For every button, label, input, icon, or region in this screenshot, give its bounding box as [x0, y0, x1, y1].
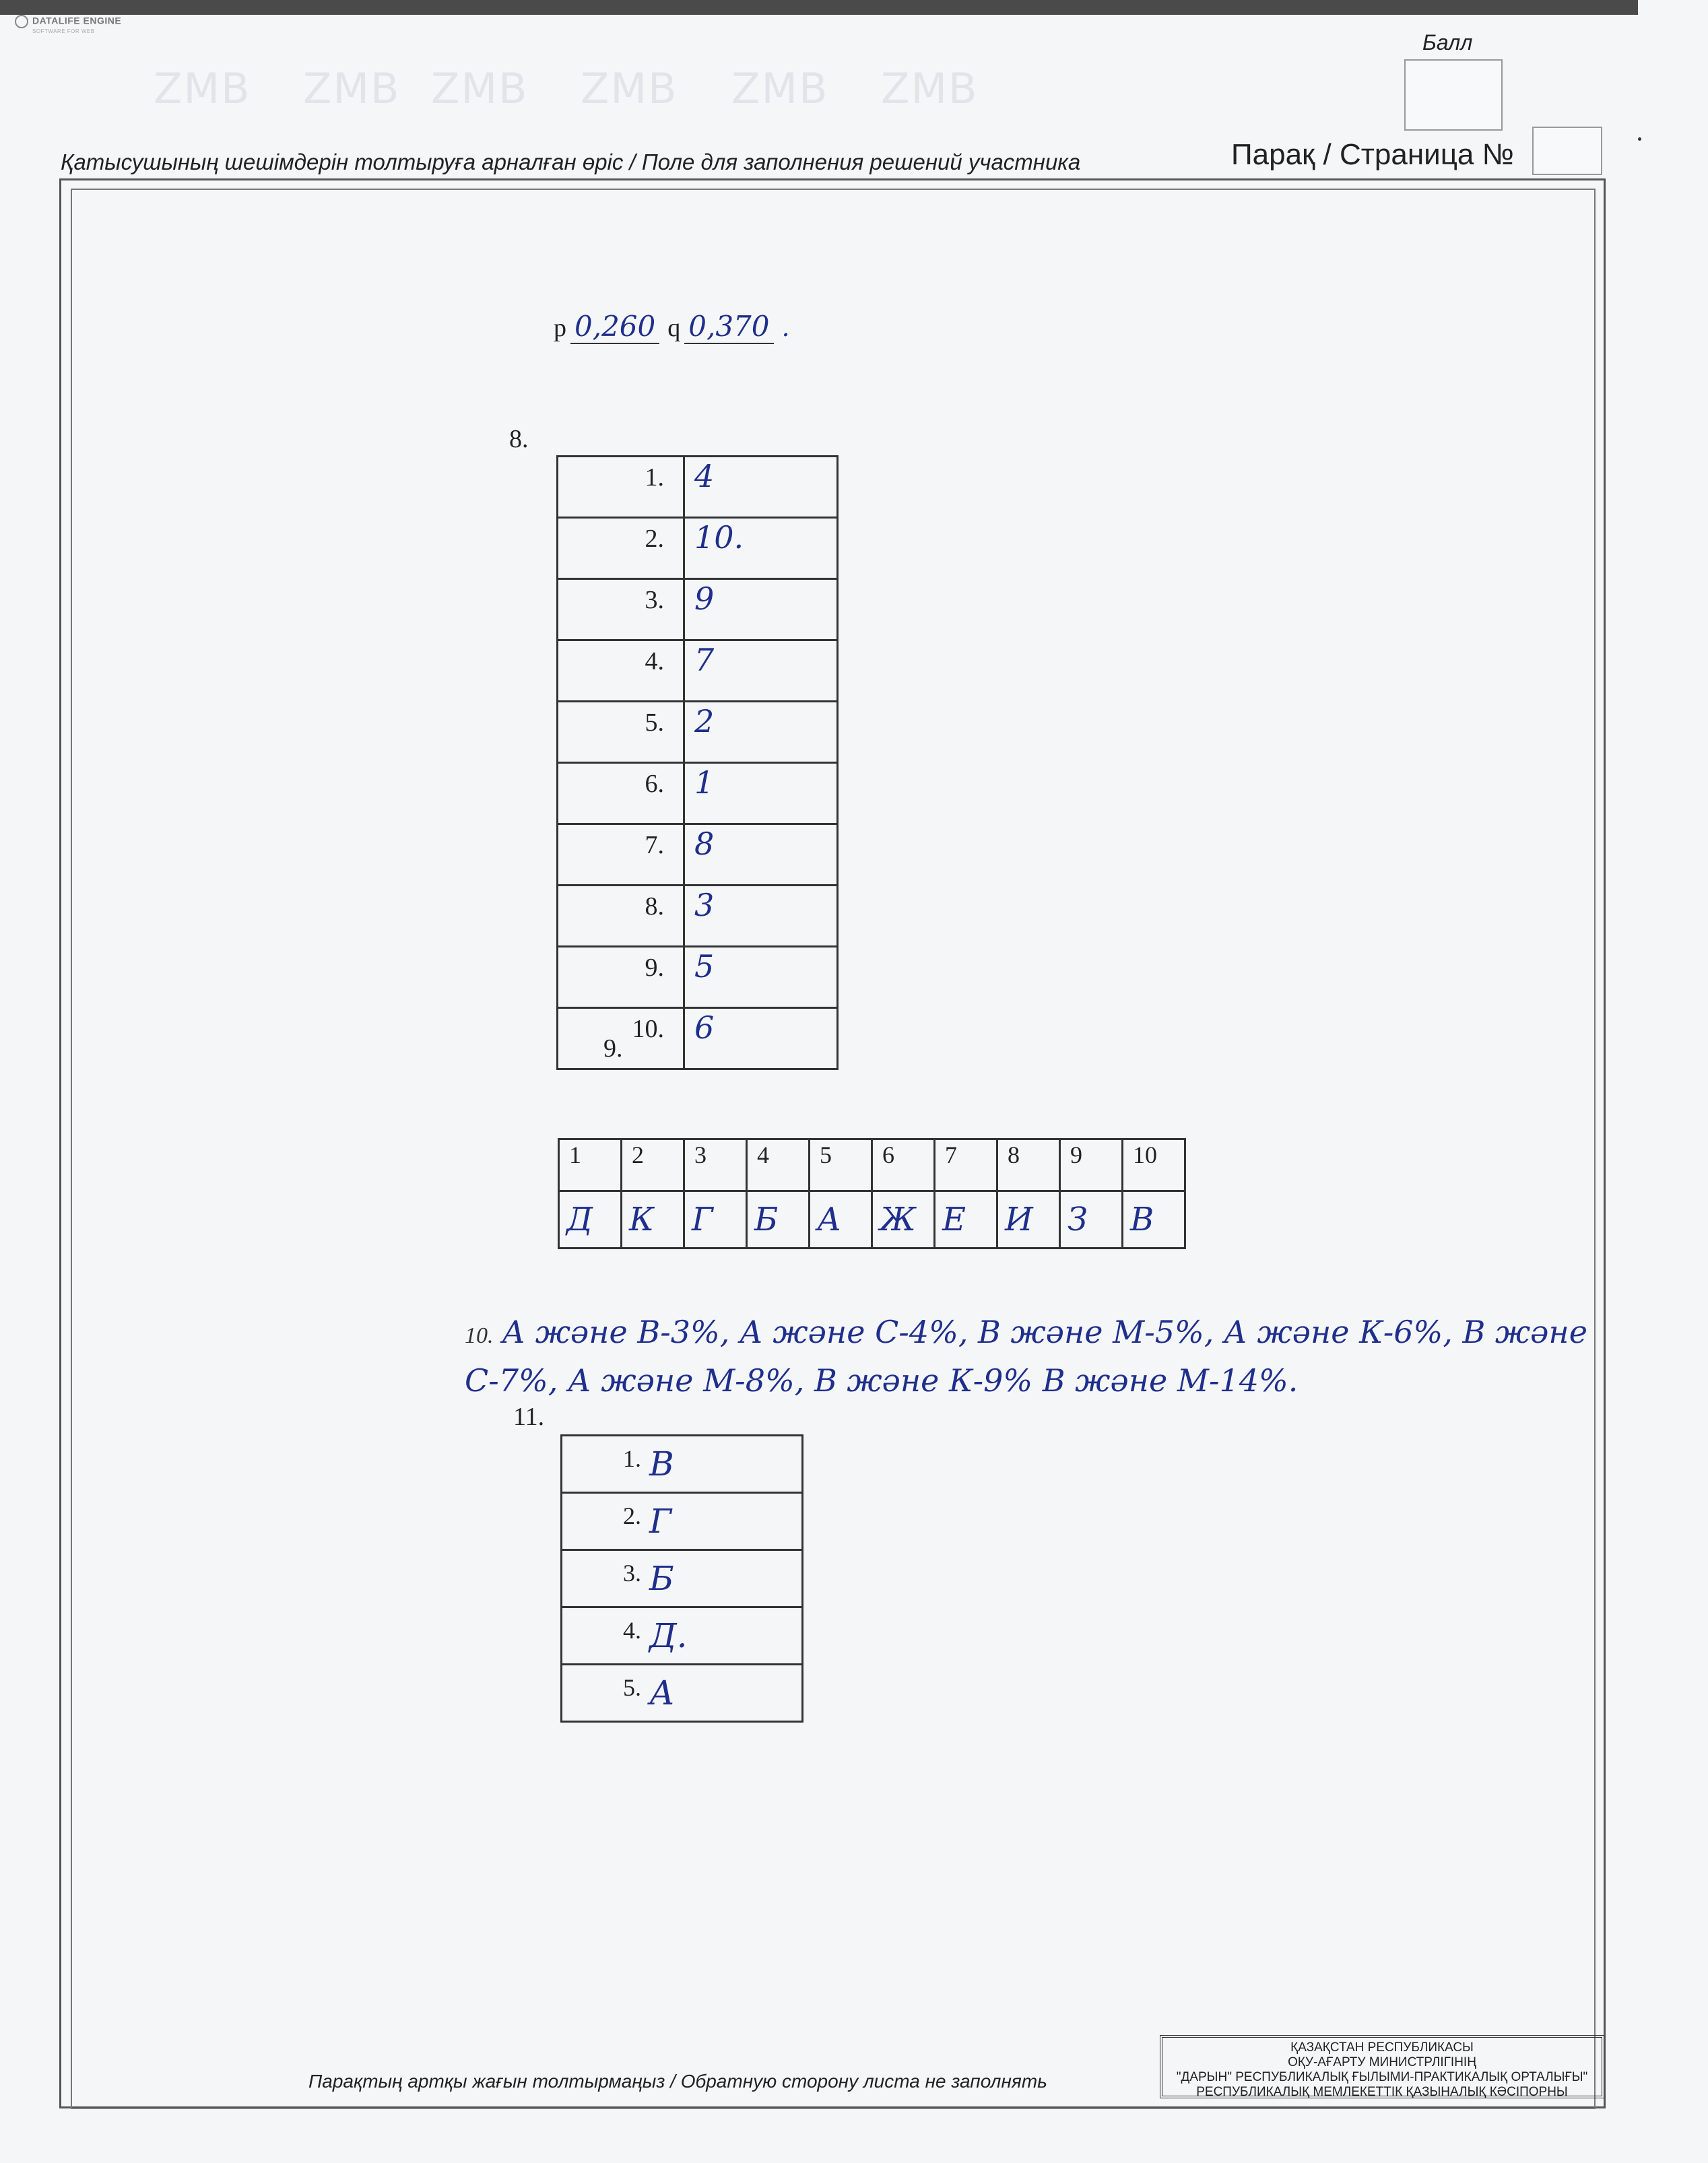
table-row: 10. 6: [558, 1008, 838, 1069]
q-value: 0,370: [684, 310, 773, 344]
organization-stamp: ҚАЗАҚСТАН РЕСПУБЛИКАСЫ ОҚУ-АҒАРТУ МИНИСТРЛІГІНІҢ "ДАРЫН" РЕСПУБЛИКАЛЫҚ ҒЫЛЫМИ-ПРАКТИКАЛЫҚ ОРТАЛЫҒЫ" РЕСПУБЛИКАЛЫҚ МЕМЛЕКЕТТІК ҚАЗЫНАЛЫҚ КӘСІПОРНЫ: [1160, 2035, 1604, 2098]
answer-cell: А: [810, 1191, 872, 1249]
question-11-table: [560, 1434, 803, 1723]
question-9-table: [558, 1138, 1186, 1249]
handwritten-answer: А және В-3%, А және С-4%, В және М-5%, А және К-6%, В және С-7%, А және М-8%, В және К-9% В және М-14%.: [465, 1314, 1587, 1399]
question-8-table: [556, 455, 839, 1070]
answer-cell: Е: [935, 1191, 997, 1249]
answer-cell: Г: [649, 1502, 672, 1541]
answer-cell: Г: [684, 1191, 747, 1249]
answer-cell: З: [1060, 1191, 1123, 1249]
answer-cell: 8: [684, 824, 838, 886]
answer-cell: 2: [684, 702, 838, 763]
footer-note: Парақтың артқы жағын толтырмаңыз / Обратную сторону листа не заполнять: [308, 2071, 1047, 2092]
table-row: 7. 8: [558, 824, 838, 886]
answer-cell: 1: [684, 763, 838, 824]
table-row: 5. 2: [558, 702, 838, 763]
table-row: 9. 5: [558, 947, 838, 1008]
answer-cell: Д: [559, 1191, 622, 1249]
watermark: ZMB: [303, 64, 401, 113]
table-row: 2. 10.: [558, 518, 838, 579]
answer-cell: 5: [684, 947, 838, 1008]
table-row: 3. Б: [562, 1550, 803, 1607]
table-row: 8. 3: [558, 886, 838, 947]
table-header-row: 1 2 3 4 5 6 7 8 9 10: [559, 1139, 1185, 1191]
answer-cell: 9: [684, 579, 838, 640]
answer-field-label: Қатысушының шешімдерін толтыруға арналған өріс / Поле для заполнения решений участника: [61, 149, 1081, 174]
watermark: ZMB: [581, 64, 678, 113]
answer-cell: И: [997, 1191, 1060, 1249]
pq-answer: p 0,260 q 0,370 .: [554, 310, 790, 343]
table-row: 1. 4: [558, 457, 838, 518]
table-row: 2. Г: [562, 1493, 803, 1550]
page-number-box[interactable]: [1532, 127, 1602, 175]
question-10-answer: [465, 1310, 1610, 1403]
table-answer-row: [559, 1191, 1185, 1249]
question-8-number: 8.: [509, 425, 529, 453]
question-10-number: 10.: [465, 1323, 494, 1348]
table-row: 5. А: [562, 1665, 803, 1722]
answer-cell: Д.: [649, 1616, 688, 1655]
answer-cell: 10.: [684, 518, 838, 579]
page-number-label: Парақ / Страница №: [1231, 138, 1514, 171]
answer-cell: Ж: [872, 1191, 935, 1249]
watermark: ZMB: [431, 64, 529, 113]
watermark: ZMB: [154, 64, 251, 113]
answer-cell: 7: [684, 640, 838, 702]
table-row: 4. 7: [558, 640, 838, 702]
p-value: 0,260: [570, 310, 659, 344]
answer-cell: Б: [747, 1191, 810, 1249]
answer-cell: 4: [684, 457, 838, 518]
table-row: 1. В: [562, 1436, 803, 1493]
score-label: Балл: [1422, 30, 1473, 55]
watermark: ZMB: [731, 64, 829, 113]
top-bar: [0, 0, 1638, 15]
logo-icon: [15, 15, 28, 28]
table-row: 6. 1: [558, 763, 838, 824]
answer-cell: 6: [684, 1008, 838, 1069]
site-logo: DATALIFE ENGINE SOFTWARE FOR WEB: [15, 15, 121, 34]
answer-cell: В: [649, 1444, 674, 1484]
question-9-number: 9.: [603, 1034, 623, 1063]
answer-cell: А: [649, 1673, 675, 1712]
answer-cell: В: [1123, 1191, 1185, 1249]
score-box[interactable]: [1404, 59, 1503, 131]
answer-cell: К: [622, 1191, 684, 1249]
answer-cell: 3: [684, 886, 838, 947]
table-row: 3. 9: [558, 579, 838, 640]
answer-cell: Б: [649, 1559, 674, 1598]
table-row: 4. Д.: [562, 1607, 803, 1665]
speck: [1638, 137, 1641, 141]
watermark: ZMB: [881, 64, 979, 113]
question-11-number: 11.: [513, 1403, 545, 1431]
